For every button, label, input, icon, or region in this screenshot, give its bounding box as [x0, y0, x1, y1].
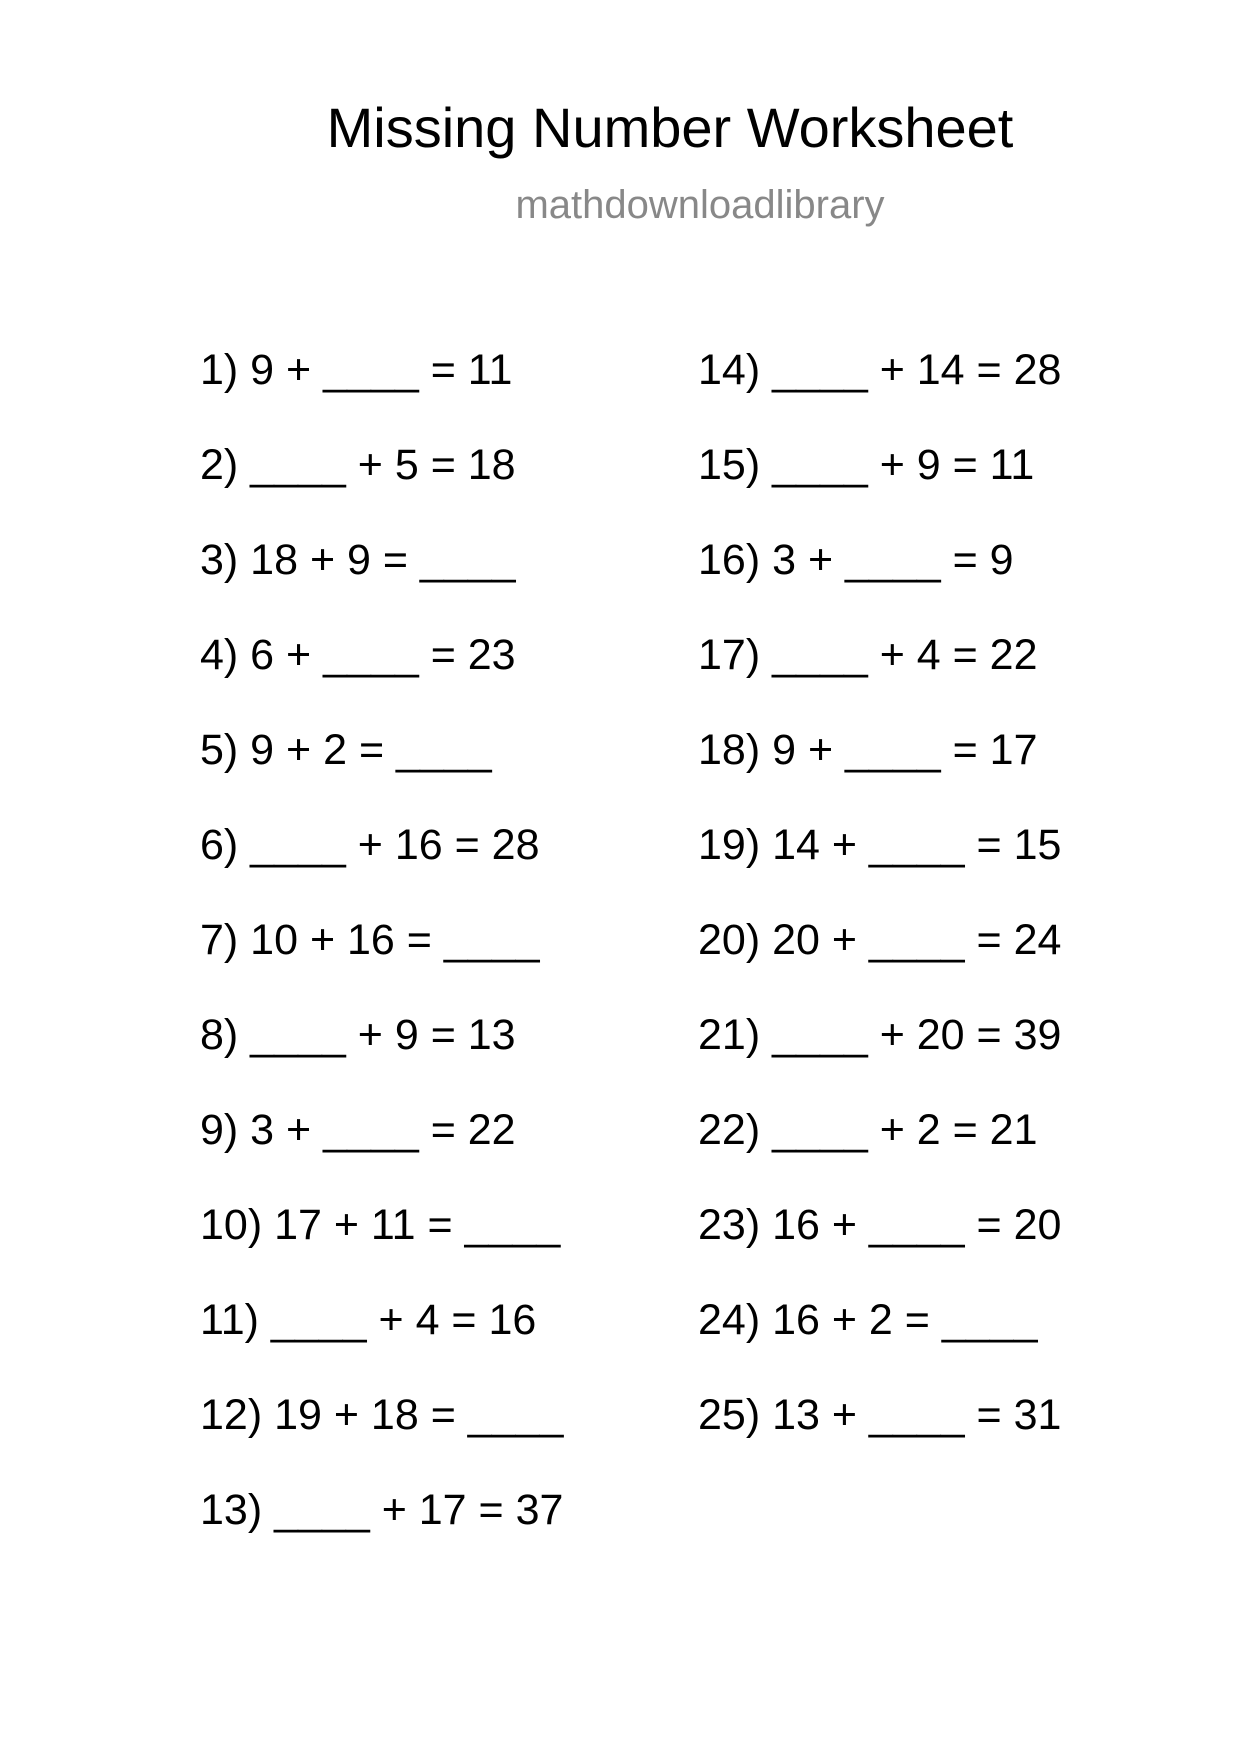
problem-10: 10) 17 + 11 = ____	[200, 1201, 561, 1249]
problem-14: 14) ____ + 14 = 28	[698, 346, 1062, 394]
problem-8: 8) ____ + 9 = 13	[200, 1011, 516, 1059]
problem-column-left	[200, 345, 563, 1580]
problem-17: 17) ____ + 4 = 22	[698, 631, 1038, 679]
problem-column-right	[698, 345, 1061, 1485]
worksheet-subtitle: mathdownloadlibrary	[515, 183, 885, 227]
problem-1: 1) 9 + ____ = 11	[200, 346, 513, 394]
problem-21: 21) ____ + 20 = 39	[698, 1011, 1062, 1059]
worksheet-title: Missing Number Worksheet	[326, 96, 1014, 159]
problem-5: 5) 9 + 2 = ____	[200, 726, 492, 774]
problem-19: 19) 14 + ____ = 15	[698, 821, 1062, 869]
problem-25: 25) 13 + ____ = 31	[698, 1391, 1062, 1439]
problem-20: 20) 20 + ____ = 24	[698, 916, 1062, 964]
problem-6: 6) ____ + 16 = 28	[200, 821, 540, 869]
problem-22: 22) ____ + 2 = 21	[698, 1106, 1038, 1154]
problem-15: 15) ____ + 9 = 11	[698, 441, 1035, 489]
problem-4: 4) 6 + ____ = 23	[200, 631, 516, 679]
problem-23: 23) 16 + ____ = 20	[698, 1201, 1062, 1249]
problem-11: 11) ____ + 4 = 16	[200, 1296, 537, 1344]
problem-16: 16) 3 + ____ = 9	[698, 536, 1014, 584]
problem-3: 3) 18 + 9 = ____	[200, 536, 516, 584]
problem-24: 24) 16 + 2 = ____	[698, 1296, 1038, 1344]
problem-13: 13) ____ + 17 = 37	[200, 1486, 564, 1534]
problem-12: 12) 19 + 18 = ____	[200, 1391, 564, 1439]
problem-2: 2) ____ + 5 = 18	[200, 441, 516, 489]
problem-7: 7) 10 + 16 = ____	[200, 916, 540, 964]
problem-9: 9) 3 + ____ = 22	[200, 1106, 516, 1154]
problem-18: 18) 9 + ____ = 17	[698, 726, 1038, 774]
